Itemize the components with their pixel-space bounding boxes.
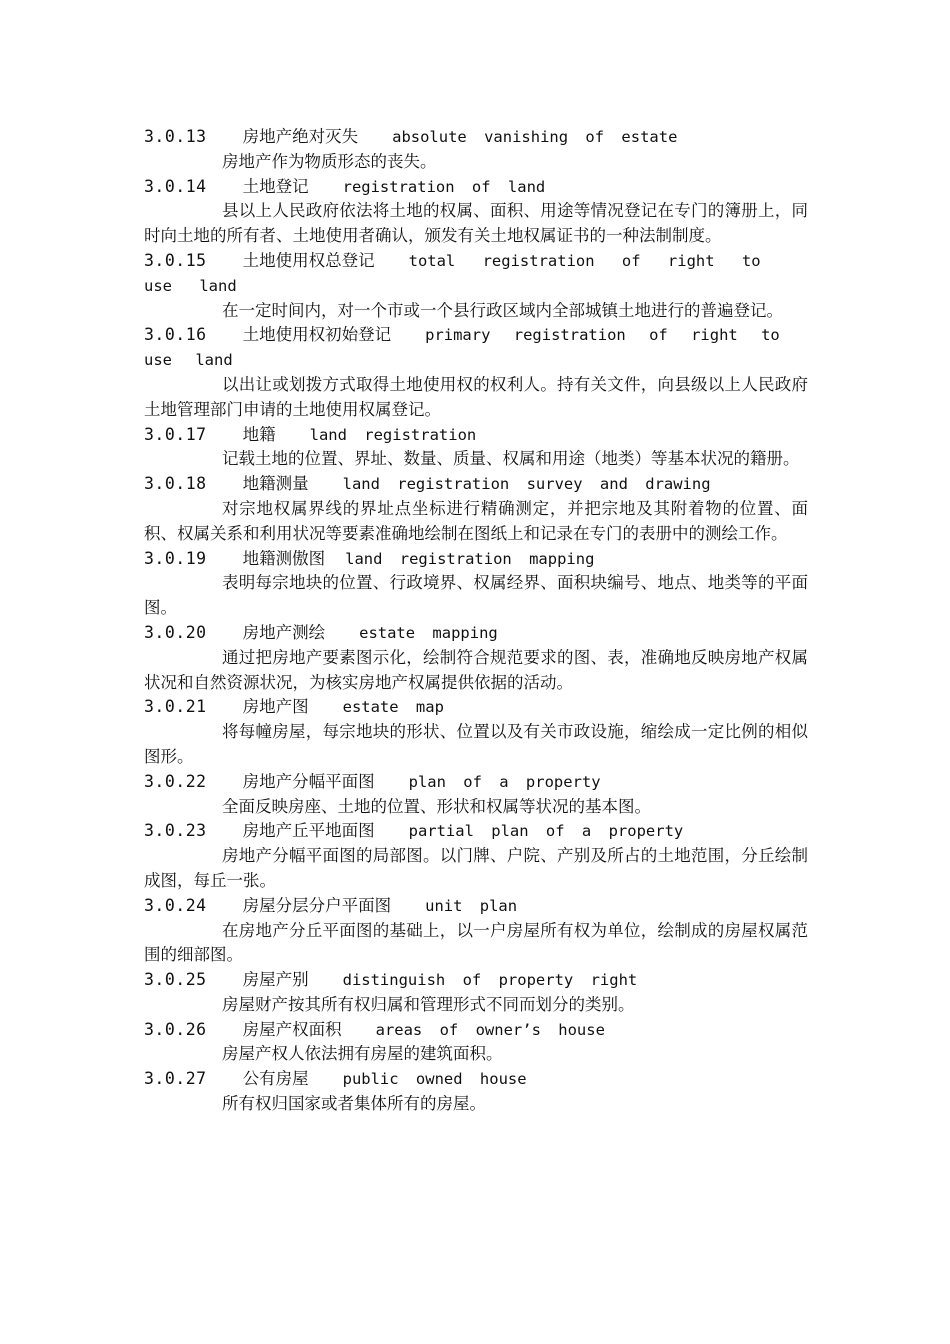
- term-entry: [144, 249, 808, 323]
- term-number: 3.0.13: [144, 127, 207, 146]
- term-entry: [144, 1018, 808, 1068]
- term-heading: [144, 1018, 808, 1043]
- term-heading: [144, 894, 808, 919]
- term-chinese: 土地登记: [242, 176, 309, 196]
- term-english: land registration survey and drawing: [342, 475, 711, 494]
- term-heading: [144, 770, 808, 795]
- term-definition: 在一定时间内，对一个市或一个县行政区域内全部城镇土地进行的普遍登记。: [222, 300, 783, 320]
- term-number: 3.0.16: [144, 325, 207, 345]
- term-heading: [144, 249, 808, 299]
- term-english: partial plan of a property: [408, 822, 684, 841]
- term-entry: [144, 621, 808, 695]
- term-chinese: 公有房屋: [242, 1069, 309, 1089]
- term-english: estate map: [342, 698, 444, 717]
- term-definition: 在房地产分丘平面图的基础上，以一户房屋所有权为单位，绘制成的房屋权属范围的细部图。: [144, 920, 808, 965]
- term-number: 3.0.17: [144, 424, 207, 444]
- term-entry: [144, 695, 808, 769]
- term-chinese: 房屋产权面积: [242, 1019, 342, 1039]
- term-definition: 记载土地的位置、界址、数量、质量、权属和用途（地类）等基本状况的籍册。: [222, 449, 800, 469]
- term-english: plan of a property: [408, 772, 601, 791]
- term-number: 3.0.19: [144, 548, 207, 568]
- term-english: absolute vanishing of estate: [392, 128, 678, 146]
- term-entry: [144, 1067, 808, 1117]
- term-definition: 将每幢房屋，每宗地块的形状、位置以及有关市政设施，缩绘成一定比例的相似图形。: [144, 722, 808, 766]
- term-heading: [144, 472, 808, 497]
- term-number: 3.0.24: [144, 895, 207, 915]
- term-entry: [144, 125, 808, 175]
- term-definition: 所有权归国家或者集体所有的房屋。: [222, 1094, 486, 1114]
- term-heading: [144, 968, 808, 993]
- term-entry: [144, 472, 808, 546]
- term-number: 3.0.23: [144, 821, 207, 841]
- term-chinese: 地籍: [242, 424, 276, 444]
- document-page: [144, 125, 808, 1117]
- term-heading: [144, 695, 808, 720]
- term-english: public owned house: [342, 1070, 527, 1089]
- term-english: land registration mapping: [345, 549, 595, 568]
- term-entry: [144, 819, 808, 893]
- term-number: 3.0.22: [144, 771, 207, 791]
- term-heading: [144, 819, 808, 844]
- term-definition: 以出让或划拨方式取得土地使用权的权利人。持有关文件，向县级以上人民政府土地管理部门申请的土地使用权属登记。: [144, 374, 808, 419]
- term-number: 3.0.27: [144, 1069, 207, 1089]
- term-number: 3.0.18: [144, 474, 207, 494]
- term-chinese: 土地使用权总登记: [242, 250, 375, 270]
- term-english: registration of land: [342, 177, 546, 196]
- term-entry: [144, 175, 808, 249]
- term-chinese: 房地产测绘: [242, 622, 326, 642]
- term-definition: 全面反映房座、土地的位置、形状和权属等状况的基本图。: [222, 796, 651, 816]
- term-definition: 对宗地权属界线的界址点坐标进行精确测定，并把宗地及其附着物的位置、面积、权属关系和利用状况等要素准确地绘制在图纸上和记录在专门的表册中的测绘工作。: [144, 498, 808, 543]
- term-number: 3.0.20: [144, 622, 207, 642]
- term-definition: 房屋财产按其所有权归属和管理形式不同而划分的类别。: [222, 994, 635, 1014]
- term-number: 3.0.21: [144, 697, 207, 717]
- term-chinese: 房地产绝对灭失: [242, 127, 359, 146]
- term-english: primary registration of right to use land: [144, 326, 780, 370]
- term-number: 3.0.14: [144, 176, 207, 196]
- term-entry: [144, 770, 808, 820]
- term-heading: [144, 323, 808, 373]
- term-chinese: 地籍测量: [242, 474, 309, 494]
- term-number: 3.0.25: [144, 970, 207, 990]
- term-definition: 房地产作为物质形态的丧失。: [222, 151, 437, 171]
- term-chinese: 房地产图: [242, 697, 309, 717]
- term-entry: [144, 894, 808, 968]
- term-heading: [144, 1067, 808, 1092]
- term-definition: 表明每宗地块的位置、行政境界、权属经界、面积块编号、地点、地类等的平面图。: [144, 573, 808, 618]
- term-definition: 房屋产权人依法拥有房屋的建筑面积。: [222, 1044, 503, 1064]
- term-english: distinguish of property right: [342, 971, 638, 990]
- term-english: areas of owner’s house: [375, 1020, 605, 1039]
- term-entry: [144, 968, 808, 1018]
- term-heading: [144, 423, 808, 448]
- term-chinese: 房地产丘平地面图: [242, 821, 375, 841]
- term-heading: [144, 125, 808, 150]
- term-heading: [144, 547, 808, 572]
- term-definition: 县以上人民政府依法将土地的权属、面积、用途等情况登记在专门的簿册上，同时向土地的所有者、土地使用者确认，颁发有关土地权属证书的一种法制制度。: [144, 201, 808, 246]
- term-entry: [144, 423, 808, 473]
- term-chinese: 地籍测傲图: [242, 548, 326, 568]
- term-english: estate mapping: [359, 623, 498, 642]
- term-chinese: 房屋分层分户平面图: [242, 895, 392, 915]
- term-chinese: 房地产分幅平面图: [242, 771, 375, 791]
- term-definition: 通过把房地产要素图示化，绘制符合规范要求的图、表，准确地反映房地产权属状况和自然资源状况，为核实房地产权属提供依据的活动。: [144, 647, 808, 692]
- term-entry: [144, 547, 808, 621]
- term-english: land registration: [309, 425, 477, 444]
- term-number: 3.0.15: [144, 250, 207, 270]
- term-heading: [144, 175, 808, 200]
- term-english: total registration of right to use land: [144, 251, 761, 295]
- term-number: 3.0.26: [144, 1019, 207, 1039]
- term-chinese: 土地使用权初始登记: [242, 325, 392, 345]
- term-entry: [144, 323, 808, 422]
- term-english: unit plan: [425, 896, 518, 915]
- term-chinese: 房屋产别: [242, 970, 309, 990]
- term-heading: [144, 621, 808, 646]
- term-definition: 房地产分幅平面图的局部图。以门牌、户院、产别及所占的土地范围，分丘绘制成图，每丘一张。: [144, 846, 808, 890]
